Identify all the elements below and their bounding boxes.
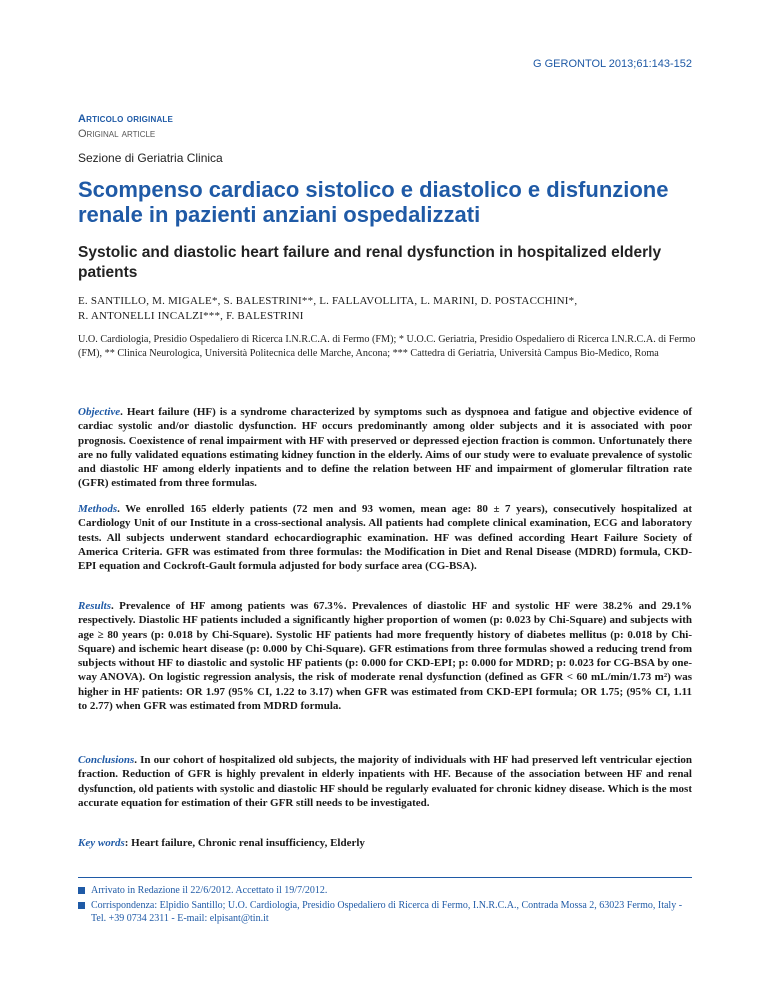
keywords-heading: Key words: [78, 837, 125, 849]
article-type-english: Original article: [78, 128, 156, 140]
abstract-methods: [78, 502, 692, 573]
footer-divider: [78, 877, 692, 878]
square-bullet-icon: [78, 902, 85, 909]
journal-reference: G GERONTOL 2013;61:143-152: [533, 58, 692, 70]
conclusions-heading: Conclusions: [78, 754, 135, 766]
square-bullet-icon: [78, 887, 85, 894]
keywords: [78, 836, 692, 850]
title-english: Systolic and diastolic heart failure and renal dysfunction in hospitalized elderly patients: [78, 244, 662, 281]
abstract-results: [78, 599, 692, 713]
received-note: [78, 884, 692, 897]
objective-text: . Heart failure (HF) is a syndrome characterized by symptoms such as dyspnoea and fatigue and objective evidence of cardiac systolic and/or diastolic dysfunction. HF occurs predominantly among older subjects and it is associated with poor prognosis. Coexistence of renal impairment with HF with preserved or depressed ejection fraction is common. Unfortunately there are no fully validated equations estimating kidney function in the elderly. Aims of our study were to evaluate prevalence of systolic and diastolic HF among elderly inpatients and to define the relation between HF and impairment of glomerular filtration rate (GFR) estimated from three formulas.: [78, 406, 692, 490]
results-text: . Prevalence of HF among patients was 67.3%. Prevalences of diastolic HF and systolic HF were 38.2% and 29.1% respectively. Diastolic HF patients included a significantly higher proportion of women (p: 0.023 by Chi-Square) and subjects with age ≥ 80 years (p: 0.018 by Chi-Square). Systolic HF patients had more frequently history of diabetes mellitus (p: 0.018 by Chi-Square) and ischemic heart disease (p: 0.000 by Chi-Square). GFR estimations from three formulas showed a reducing trend from subjects without HF to diastolic and systolic HF patients (p: 0.000 for CKD-EPI; p: 0.000 for MDRD; p: 0.023 for CG-BSA by one-way ANOVA). On logistic regression analysis, the risk of moderate renal dysfunction (defined as GFR < 60 mL/min/1.73 m²) was higher in HF patients: OR 1.97 (95% CI, 1.22 to 3.17) when GFR was estimated from CKD-EPI formula; OR 1.75; (95% CI, 1.11 to 2.77) when GFR was estimated from MDRD formula.: [78, 600, 692, 713]
methods-heading: Methods: [78, 503, 118, 515]
received-text: Arrivato in Redazione il 22/6/2012. Accettato il 19/7/2012.: [91, 885, 328, 896]
author-list: [78, 294, 698, 324]
section-label: Sezione di Geriatria Clinica: [78, 151, 223, 165]
affiliations: U.O. Cardiologia, Presidio Ospedaliero di Ricerca I.N.R.C.A. di Fermo (FM); * U.O.C. Geriatria, Presidio Ospedaliero di Ricerca I.N.R.C.A. di Fermo (FM), ** Clinica Neurologica, Università Politecnica delle Marche, Ancona; *** Cattedra di Geriatria, Università Campus Bio-Medico, Roma: [78, 334, 696, 359]
keywords-text: : Heart failure, Chronic renal insufficiency, Elderly: [124, 837, 365, 849]
objective-heading: Objective: [78, 406, 121, 418]
abstract-conclusions: [78, 753, 692, 810]
correspondence-text: Corrispondenza: Elpidio Santillo; U.O. Cardiologia, Presidio Ospedaliero di Ricerca di Fermo, I.N.R.C.A., Contrada Mossa 2, 63023 Fermo, Italy - Tel. +39 0734 2311 - E-mail: elpisant@tin.it: [91, 900, 683, 924]
conclusions-text: . In our cohort of hospitalized old subjects, the majority of individuals with HF had preserved left ventricular ejection fraction. Reduction of GFR is highly prevalent in elderly inpatients with HF. Because of the association between HF and renal dysfunction, old patients with systolic and diastolic HF should be regularly evaluated for chronic kidney disease. Which is the most accurate equation for estimation of their GFR still needs to be investigated.: [78, 754, 692, 809]
correspondence-note: [78, 899, 692, 925]
article-type-italian: Articolo originale: [78, 113, 174, 125]
methods-text: . We enrolled 165 elderly patients (72 men and 93 women, mean age: 80 ± 7 years), consecutively hospitalized at Cardiology Unit of our Institute in a cross-sectional analysis. All patients had complete clinical examination, ECG and laboratory tests. All subjects underwent standard echocardiographic examination. HF was defined according Heart Failure Society of America Criteria. GFR was estimated from three formulas: the Modification in Diet and Renal Disease (MDRD) formula, CKD-EPI equation and Cockroft-Gault formula adjusted for body surface area (CG-BSA).: [78, 503, 692, 573]
abstract-objective: [78, 405, 692, 491]
title-italian: Scompenso cardiaco sistolico e diastolico e disfunzione renale in pazienti anziani ospedalizzati: [78, 177, 669, 227]
results-heading: Results: [78, 600, 112, 612]
authors-line-2: R. ANTONELLI INCALZI***, F. BALESTRINI: [78, 310, 304, 322]
authors-line-1: E. SANTILLO, M. MIGALE*, S. BALESTRINI**, L. FALLAVOLLITA, L. MARINI, D. POSTACCHINI*,: [78, 295, 578, 307]
